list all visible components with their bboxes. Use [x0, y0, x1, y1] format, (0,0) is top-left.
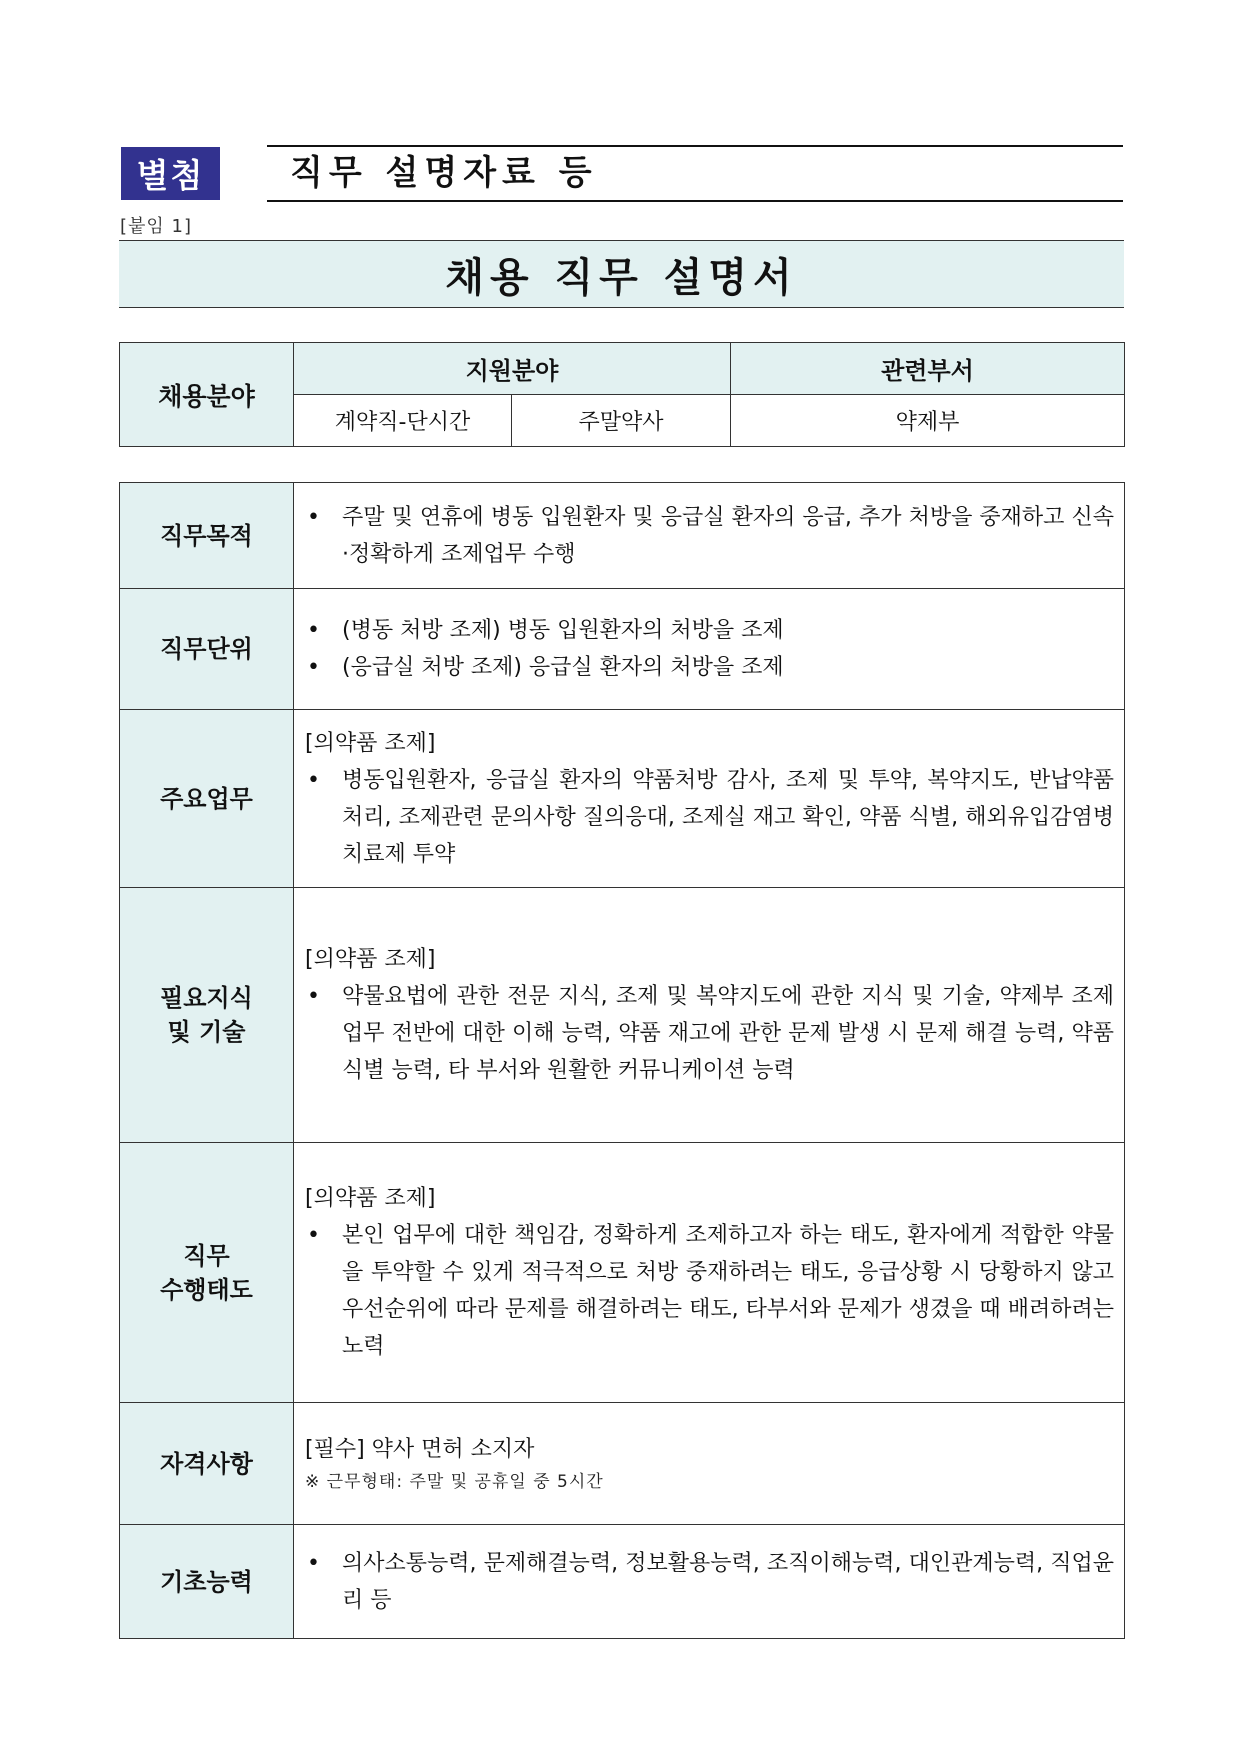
attachment-badge: 별첨 — [121, 147, 220, 200]
qualification-content — [294, 1403, 1125, 1525]
purpose-label: 직무목적 — [120, 483, 294, 589]
bullet-item: • (병동 처방 조제) 병동 입원환자의 처방을 조제 — [305, 612, 1114, 649]
knowledge-label-line2: 및 기술 — [167, 1018, 246, 1046]
bullet-item: • 병동입원환자, 응급실 환자의 약품처방 감사, 조제 및 투약, 복약지도, 반납약품 처리, 조제관련 문의사항 질의응대, 조제실 재고 확인, 약품 식별, 해외유입감염병 치료제 투약 — [305, 762, 1114, 873]
title-bottom-rule — [267, 200, 1123, 202]
basic-ability-label: 기초능력 — [120, 1525, 294, 1639]
field-row-label: 채용분야 — [120, 343, 294, 447]
department-header: 관련부서 — [731, 343, 1125, 395]
main-title: 채용 직무 설명서 — [119, 240, 1124, 308]
attitude-row — [120, 1143, 1125, 1403]
support-field-header: 지원분야 — [294, 343, 731, 395]
recruitment-field-table — [119, 342, 1125, 447]
bullet-item: • 약물요법에 관한 전문 지식, 조제 및 복약지도에 관한 지식 및 기술, 약제부 조제 업무 전반에 대한 이해 능력, 약품 재고에 관한 문제 발생 시 문제 해결 능력, 약품 식별 능력, 타 부서와 원활한 커뮤니케이션 능력 — [305, 978, 1114, 1089]
knowledge-row — [120, 888, 1125, 1143]
main-duties-label: 주요업무 — [120, 710, 294, 888]
employment-type-cell: 계약직-단시간 — [294, 395, 512, 447]
attitude-label-line1: 직무 — [183, 1241, 230, 1270]
section-heading: [의약품 조제] — [305, 947, 436, 972]
position-cell: 주말약사 — [512, 395, 731, 447]
document-title: 직무 설명자료 등 — [290, 153, 598, 193]
bullet-item: • 의사소통능력, 문제해결능력, 정보활용능력, 조직이해능력, 대인관계능력, 직업윤리 등 — [305, 1545, 1114, 1619]
attitude-label — [120, 1143, 294, 1403]
purpose-content — [294, 483, 1125, 589]
main-duties-content — [294, 710, 1125, 888]
department-cell: 약제부 — [731, 395, 1125, 447]
main-duties-row — [120, 710, 1125, 888]
knowledge-content — [294, 888, 1125, 1143]
purpose-row — [120, 483, 1125, 589]
knowledge-label-line1: 필요지식 — [160, 984, 253, 1012]
unit-content — [294, 589, 1125, 710]
unit-row — [120, 589, 1125, 710]
attachment-label: [붙임 1] — [120, 216, 192, 237]
section-heading: [의약품 조제] — [305, 1186, 436, 1211]
bullet-item: • (응급실 처방 조제) 응급실 환자의 처방을 조제 — [305, 649, 1114, 686]
qualification-row — [120, 1403, 1125, 1525]
attitude-content — [294, 1143, 1125, 1403]
basic-ability-content — [294, 1525, 1125, 1639]
required-qualification: [필수] 약사 면허 소지자 — [305, 1437, 535, 1462]
work-type-note: ※ 근무형태: 주말 및 공휴일 중 5시간 — [305, 1472, 604, 1492]
qualification-label: 자격사항 — [120, 1403, 294, 1525]
title-top-rule — [267, 145, 1123, 147]
knowledge-label — [120, 888, 294, 1143]
basic-ability-row — [120, 1525, 1125, 1639]
attitude-label-line2: 수행태도 — [160, 1275, 253, 1304]
unit-label: 직무단위 — [120, 589, 294, 710]
job-description-table — [119, 482, 1125, 1639]
section-heading: [의약품 조제] — [305, 730, 436, 756]
bullet-item: • 본인 업무에 대한 책임감, 정확하게 조제하고자 하는 태도, 환자에게 적합한 약물을 투약할 수 있게 적극적으로 처방 중재하려는 태도, 응급상황 시 당황하지 않고 우선순위에 따라 문제를 해결하려는 태도, 타부서와 문제가 생겼을 때 배려하려는 노력 — [305, 1217, 1114, 1365]
bullet-item: • 주말 및 연휴에 병동 입원환자 및 응급실 환자의 응급, 추가 처방을 중재하고 신속·정확하게 조제업무 수행 — [305, 499, 1114, 573]
